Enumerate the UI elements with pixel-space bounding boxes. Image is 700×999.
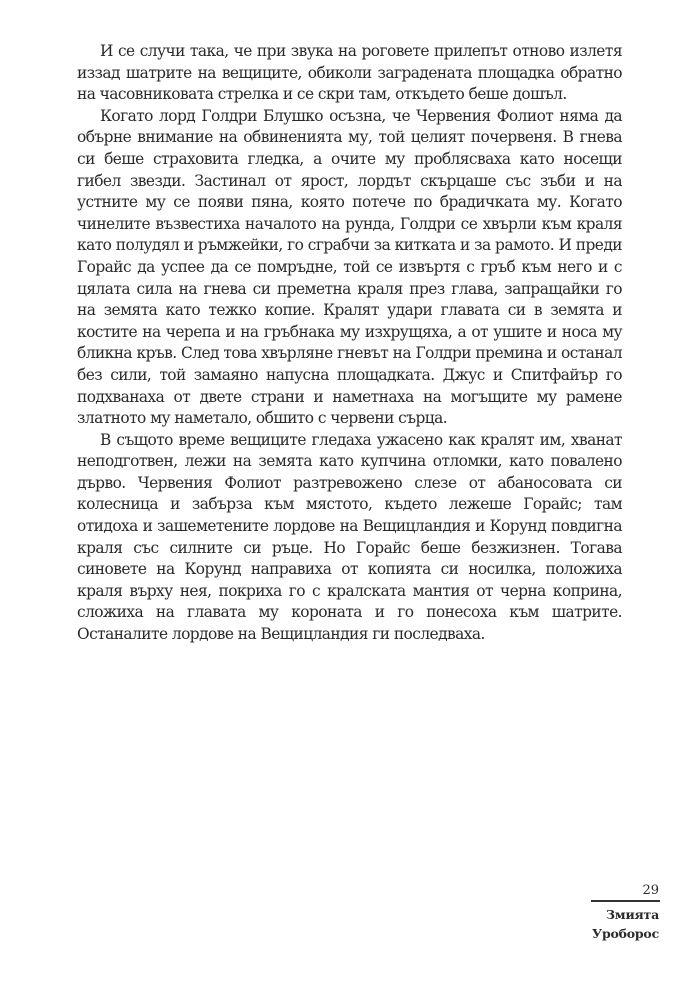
paragraph-3: В същото време вещиците гледаха ужасено как кралят им, хванат неподготвен, лежи на земята като купчина отломки, като повалено дърво. Червения Фолиот разтревожено слезе от абаносовата си колесница и забърза към мястото, където лежеше Горайс; там отидоха и зашеметените лордове на Вещицландия и Корунд повдигна краля със силните си ръце. Но Горайс беше безжизнен. Тогава синовете на Корунд направиха от копията си носилка, положиха краля върху нея, покриха го с кралската мантия от черна коприна, сложиха на главата му короната и го понесоха към шатрите. Останалите лордове на Вещицландия ги последваха. [77,430,622,644]
footer-divider [591,900,660,902]
paragraph-1: И се случи така, че при звука на роговете прилепът отново излетя иззад шатрите на вещиците, обиколи заградената площадка обратно на часовниковата стрелка и се скри там, откъдето беше дошъл. [77,42,622,104]
footer-title-line-1: Змията [605,907,659,922]
page-number: 29 [642,883,659,898]
paragraph-2: Когато лорд Голдри Блушко осъзна, че Червения Фолиот няма да обърне внимание на обвиненията му, той целият почервеня. В гнева си беше страховита гледка, а очите му проблясваха като носещи гибел звезди. Застинал от ярост, лордът скърцаше със зъби и на устните му се появи пяна, която потече по брадичката му. Когато чинелите възвестиха началото на рунда, Голдри се хвърли към краля като полудял и ръмжейки, го сграбчи за китката и за рамото. И преди Горайс да успее да се помръдне, той се извъртя с гръб към него и с цялата сила на гнева си преметна краля през глава, запращайки го на земята като тежко копие. Кралят удари главата си в земята и костите на черепа и на гръбнака му изхрущяха, а от ушите и носа му бликна кръв. След това хвърляне гневът на Голдри премина и останал без сили, той замаяно напусна площадката. Джус и Спитфайър го подхванаха от двете страни и наметнаха на могъщите му рамене златното му наметало, обшито с червени сърца. [77,106,622,428]
running-footer-title [592,905,659,943]
footer-title-line-2: Уроборос [592,926,659,941]
body-text [77,41,622,646]
